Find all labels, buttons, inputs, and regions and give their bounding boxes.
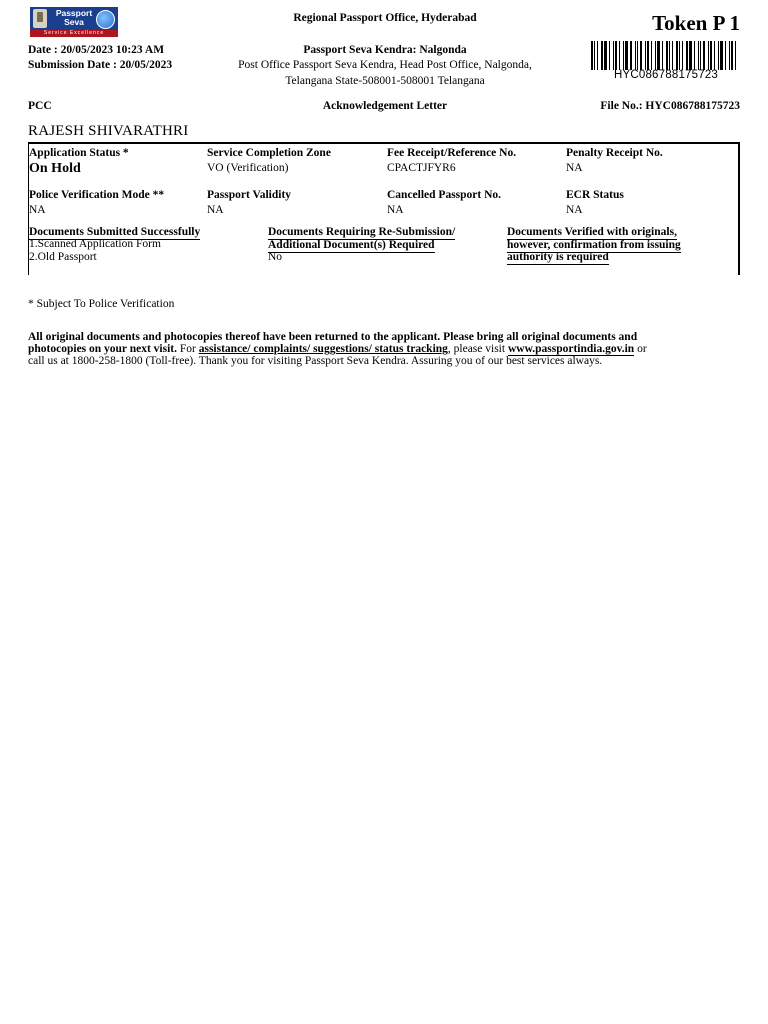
fee-receipt-value: CPACTJFYR6 (387, 162, 456, 174)
barcode-bar (647, 41, 649, 70)
barcode-bar (669, 41, 670, 70)
ecr-status-label: ECR Status (566, 189, 624, 201)
passport-validity-label: Passport Validity (207, 189, 292, 201)
cancelled-passport-label: Cancelled Passport No. (387, 189, 502, 201)
psk-name: Passport Seva Kendra: Nalgonda (303, 44, 467, 56)
barcode-bar (662, 41, 663, 70)
barcode-bar (679, 41, 680, 70)
docs-resubmission-title-line1: Documents Requiring Re-Submission/ (268, 226, 456, 238)
docs-verified-title-line1: Documents Verified with originals, (507, 226, 677, 238)
barcode-bar (613, 41, 614, 70)
notice-text-or: or (634, 343, 647, 355)
barcode-bar (735, 41, 736, 70)
barcode-bar (700, 41, 701, 70)
barcode-bar (708, 41, 709, 70)
barcode-bar (666, 41, 668, 70)
police-verification-label: Police Verification Mode ** (29, 189, 165, 201)
barcode-bar (694, 41, 695, 70)
notice-line3: call us at 1800-258-1800 (Toll-free). Thank you for visiting Passport Seva Kendra. Assuring you of our best services always. (28, 355, 603, 367)
barcode-bar (604, 41, 607, 70)
logo-tagline: Service Excellence (30, 30, 118, 37)
barcode-bar (720, 41, 723, 70)
barcode-bar (714, 41, 715, 70)
date: Date : 20/05/2023 10:23 AM (28, 44, 165, 56)
application-status-value: On Hold (29, 161, 81, 176)
docs-submitted-title: Documents Submitted Successfully (29, 226, 201, 238)
barcode-bar (672, 41, 673, 70)
barcode-bar (710, 41, 712, 70)
address-line1: Post Office Passport Seva Kendra, Head Post Office, Nalgonda, (238, 59, 532, 71)
barcode-bar (725, 41, 726, 70)
details-box (28, 142, 740, 275)
website-link[interactable]: www.passportindia.gov.in (507, 343, 635, 355)
token-number: Token P 1 (652, 11, 740, 35)
barcode-bar (640, 41, 642, 70)
assistance-link[interactable]: assistance/ complaints/ suggestions/ status tracking (198, 343, 448, 355)
penalty-receipt-value: NA (566, 162, 583, 174)
logo-line1: Passport (55, 8, 93, 18)
notice-text-for: For (176, 343, 199, 355)
logo-line2: Seva (64, 17, 84, 27)
barcode-bar (597, 41, 598, 70)
barcode-bar (623, 41, 624, 70)
notice-line1: All original documents and photocopies thereof have been returned to the applicant. Please bring all original documents and (28, 331, 638, 343)
barcode-bar (676, 41, 678, 70)
service-zone-value: VO (Verification) (207, 162, 289, 174)
docs-submitted-item: 2.Old Passport (29, 251, 97, 263)
docs-verified-title-line3: authority is required (507, 251, 609, 263)
barcode-bar (609, 41, 610, 70)
file-number: File No.: HYC086788175723 (600, 100, 740, 112)
submission-date: Submission Date : 20/05/2023 (28, 59, 173, 71)
barcode-bar (686, 41, 688, 70)
barcode-bar (655, 41, 656, 70)
barcode-bar (594, 41, 595, 70)
barcode-bar (635, 41, 636, 70)
barcode-bar (630, 41, 632, 70)
barcode-bar (601, 41, 603, 70)
footnote: * Subject To Police Verification (28, 298, 175, 310)
docs-resubmission-value: No (268, 251, 283, 263)
logo-text (48, 9, 100, 27)
barcode-bar (637, 41, 638, 70)
national-emblem-icon (33, 9, 47, 28)
barcode (591, 41, 741, 70)
passport-validity-value: NA (207, 204, 224, 216)
barcode-bar (682, 41, 683, 70)
docs-verified-title-line2: however, confirmation from issuing (507, 239, 681, 251)
barcode-bar (657, 41, 660, 70)
barcode-bar (625, 41, 628, 70)
passport-seva-logo (30, 7, 118, 37)
barcode-bar (591, 41, 593, 70)
barcode-bar (729, 41, 730, 70)
barcode-bar (698, 41, 699, 70)
police-verification-value: NA (29, 204, 46, 216)
notice-text-visit: , please visit (447, 343, 508, 355)
barcode-bar (731, 41, 733, 70)
pcc-label: PCC (28, 100, 52, 112)
application-status-label: Application Status * (29, 147, 129, 159)
notice-bold-line2: photocopies on your next visit. (28, 343, 177, 355)
barcode-bar (651, 41, 652, 70)
address-line2: Telangana State-508001-508001 Telangana (285, 75, 485, 87)
cancelled-passport-value: NA (387, 204, 404, 216)
fee-receipt-label: Fee Receipt/Reference No. (387, 147, 517, 159)
docs-resubmission-title-line2: Additional Document(s) Required (268, 239, 435, 251)
barcode-bar (645, 41, 646, 70)
service-zone-label: Service Completion Zone (207, 147, 331, 159)
barcode-bar (615, 41, 617, 70)
docs-submitted-item: 1.Scanned Application Form (29, 238, 161, 250)
barcode-bar (689, 41, 692, 70)
globe-icon (96, 10, 115, 29)
regional-office: Regional Passport Office, Hyderabad (293, 12, 477, 24)
barcode-number: HYC086788175723 (613, 69, 719, 81)
penalty-receipt-label: Penalty Receipt No. (566, 147, 663, 159)
barcode-bar (703, 41, 705, 70)
barcode-bar (619, 41, 620, 70)
ecr-status-value: NA (566, 204, 583, 216)
letter-title: Acknowledgement Letter (322, 100, 448, 112)
applicant-name: RAJESH SHIVARATHRI (28, 123, 189, 139)
barcode-bar (718, 41, 719, 70)
